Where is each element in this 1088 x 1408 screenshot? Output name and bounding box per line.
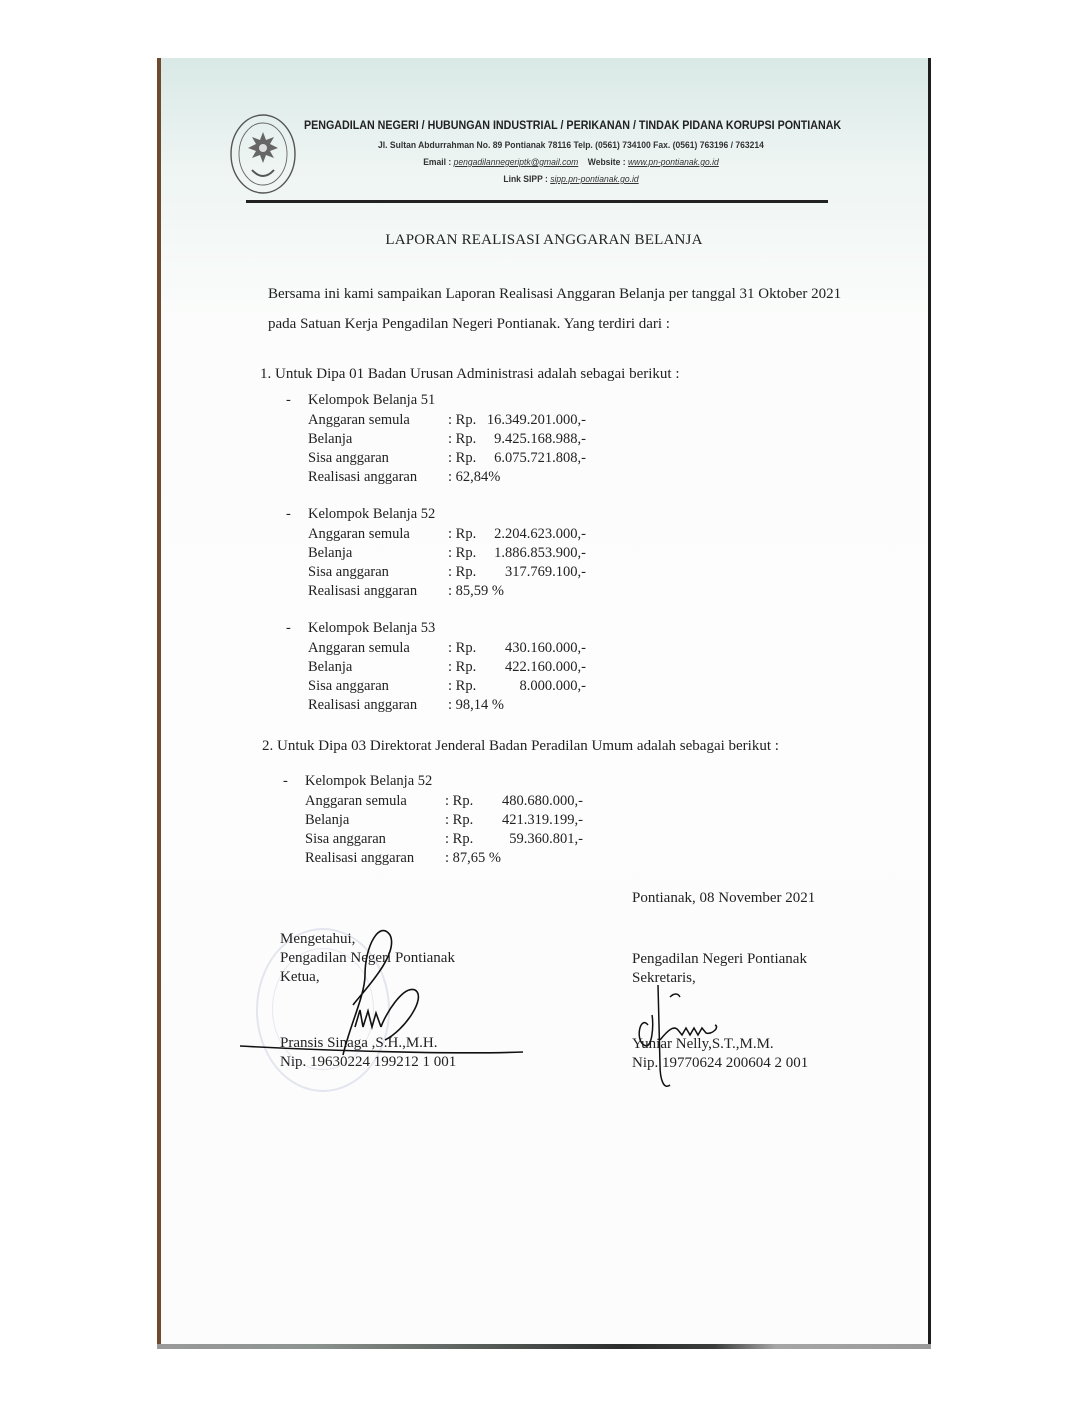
label: Sisa anggaran bbox=[308, 678, 389, 694]
website-link[interactable]: www.pn-pontianak.go.id bbox=[628, 157, 719, 168]
currency: : Rp. bbox=[448, 545, 477, 561]
currency: : Rp. bbox=[448, 526, 477, 542]
label: Belanja bbox=[308, 659, 353, 675]
value: : 62,84% bbox=[448, 469, 501, 485]
sipp-label: Link SIPP : bbox=[503, 174, 548, 185]
label: Realisasi anggaran bbox=[308, 583, 418, 599]
group-name: Kelompok Belanja 51 bbox=[308, 392, 436, 408]
currency: : Rp. bbox=[448, 412, 477, 428]
row-realisasi bbox=[308, 469, 500, 486]
currency: : Rp. bbox=[448, 564, 477, 580]
signatory-name: Yuniar Nelly,S.T.,M.M. bbox=[632, 1036, 774, 1052]
label: Belanja bbox=[305, 812, 350, 828]
intro-paragraph: Bersama ini kami sampaikan Laporan Realisasi Anggaran Belanja per tanggal 31 Oktober 2021 pada Satuan Kerja Pengadilan Negeri Pontianak. Yang terdiri dari : bbox=[268, 286, 842, 332]
sipp-line bbox=[331, 174, 812, 185]
row-belanja bbox=[308, 659, 586, 676]
email-link[interactable]: pengadilannegeriptk@gmail.com bbox=[453, 157, 579, 168]
row-sisa-anggaran bbox=[308, 450, 586, 467]
value: 16.349.201.000,- bbox=[486, 412, 586, 428]
paper-edge-left bbox=[157, 58, 161, 1348]
email-label: Email : bbox=[423, 157, 452, 168]
document-title: LAPORAN REALISASI ANGGARAN BELANJA bbox=[385, 232, 703, 248]
value: 6.075.721.808,- bbox=[494, 450, 586, 466]
bullet-dash: - bbox=[286, 620, 291, 636]
row-sisa-anggaran bbox=[308, 564, 586, 581]
signature-left-icon bbox=[235, 915, 535, 1075]
signatory-nip: Nip. 19770624 200604 2 001 bbox=[632, 1055, 809, 1071]
section-heading: 1. Untuk Dipa 01 Badan Urusan Administrasi adalah sebagai berikut : bbox=[260, 366, 680, 382]
website-label: Website : bbox=[587, 157, 626, 168]
currency: : Rp. bbox=[445, 793, 474, 809]
row-anggaran-semula bbox=[305, 793, 583, 810]
place-date: Pontianak, 08 November 2021 bbox=[632, 890, 816, 906]
currency: : Rp. bbox=[448, 678, 477, 694]
label: Belanja bbox=[308, 545, 353, 561]
signatory-name: Pransis Sinaga ,S.H.,M.H. bbox=[280, 1035, 438, 1051]
label: Realisasi anggaran bbox=[305, 850, 415, 866]
paper-edge-bottom bbox=[157, 1344, 931, 1349]
value: : 87,65 % bbox=[445, 850, 501, 866]
label: Sisa anggaran bbox=[308, 450, 389, 466]
bullet-dash: - bbox=[283, 773, 288, 789]
row-belanja bbox=[308, 431, 586, 448]
row-sisa-anggaran bbox=[305, 831, 583, 848]
group-name: Kelompok Belanja 52 bbox=[305, 773, 433, 789]
letterhead bbox=[228, 112, 842, 202]
row-belanja bbox=[308, 545, 586, 562]
currency: : Rp. bbox=[445, 831, 474, 847]
value: 422.160.000,- bbox=[505, 659, 586, 675]
value: : 85,59 % bbox=[448, 583, 504, 599]
row-realisasi bbox=[308, 583, 504, 600]
value: 8.000.000,- bbox=[519, 678, 586, 694]
letterhead-divider bbox=[246, 200, 828, 203]
court-emblem-icon bbox=[228, 112, 298, 196]
contact-line bbox=[331, 157, 812, 168]
row-realisasi bbox=[308, 697, 504, 714]
label: Anggaran semula bbox=[308, 640, 410, 656]
label: Anggaran semula bbox=[305, 793, 407, 809]
position-label: Ketua, bbox=[280, 969, 320, 985]
currency: : Rp. bbox=[448, 431, 477, 447]
value: 421.319.199,- bbox=[502, 812, 583, 828]
value: 59.360.801,- bbox=[509, 831, 583, 847]
row-realisasi bbox=[305, 850, 501, 867]
institution-name: PENGADILAN NEGERI / HUBUNGAN INDUSTRIAL / PERIKANAN / TINDAK PIDANA KORUPSI PONTIANAK bbox=[304, 120, 842, 132]
institution-label: Pengadilan Negeri Pontianak bbox=[632, 951, 807, 967]
acknowledged-label: Mengetahui, bbox=[280, 931, 356, 947]
group-name: Kelompok Belanja 53 bbox=[308, 620, 436, 636]
row-anggaran-semula bbox=[308, 412, 586, 429]
value: 2.204.623.000,- bbox=[494, 526, 586, 542]
value: 430.160.000,- bbox=[505, 640, 586, 656]
label: Sisa anggaran bbox=[305, 831, 386, 847]
label: Anggaran semula bbox=[308, 526, 410, 542]
label: Realisasi anggaran bbox=[308, 469, 418, 485]
sipp-link[interactable]: sipp.pn-pontianak.go.id bbox=[550, 174, 639, 185]
value: 9.425.168.988,- bbox=[494, 431, 586, 447]
currency: : Rp. bbox=[448, 640, 477, 656]
bullet-dash: - bbox=[286, 506, 291, 522]
group-name: Kelompok Belanja 52 bbox=[308, 506, 436, 522]
label: Belanja bbox=[308, 431, 353, 447]
bullet-dash: - bbox=[286, 392, 291, 408]
value: : 98,14 % bbox=[448, 697, 504, 713]
value: 480.680.000,- bbox=[502, 793, 583, 809]
value: 1.886.853.900,- bbox=[494, 545, 586, 561]
document-page bbox=[157, 58, 931, 1348]
institution-label: Pengadilan Negeri Pontianak bbox=[280, 950, 455, 966]
value: 317.769.100,- bbox=[505, 564, 586, 580]
label: Sisa anggaran bbox=[308, 564, 389, 580]
currency: : Rp. bbox=[448, 659, 477, 675]
row-anggaran-semula bbox=[308, 640, 586, 657]
row-belanja bbox=[305, 812, 583, 829]
signatory-nip: Nip. 19630224 199212 1 001 bbox=[280, 1054, 457, 1070]
label: Anggaran semula bbox=[308, 412, 410, 428]
paper-edge-right bbox=[928, 58, 931, 1348]
signature-right-icon bbox=[630, 985, 770, 1095]
institution-address: Jl. Sultan Abdurrahman No. 89 Pontianak 78116 Telp. (0561) 734100 Fax. (0561) 763196 / 763214 bbox=[378, 140, 764, 151]
row-sisa-anggaran bbox=[308, 678, 586, 695]
currency: : Rp. bbox=[445, 812, 474, 828]
position-label: Sekretaris, bbox=[632, 970, 696, 986]
label: Realisasi anggaran bbox=[308, 697, 418, 713]
currency: : Rp. bbox=[448, 450, 477, 466]
section-heading: 2. Untuk Dipa 03 Direktorat Jenderal Badan Peradilan Umum adalah sebagai berikut : bbox=[262, 738, 779, 754]
row-anggaran-semula bbox=[308, 526, 586, 543]
